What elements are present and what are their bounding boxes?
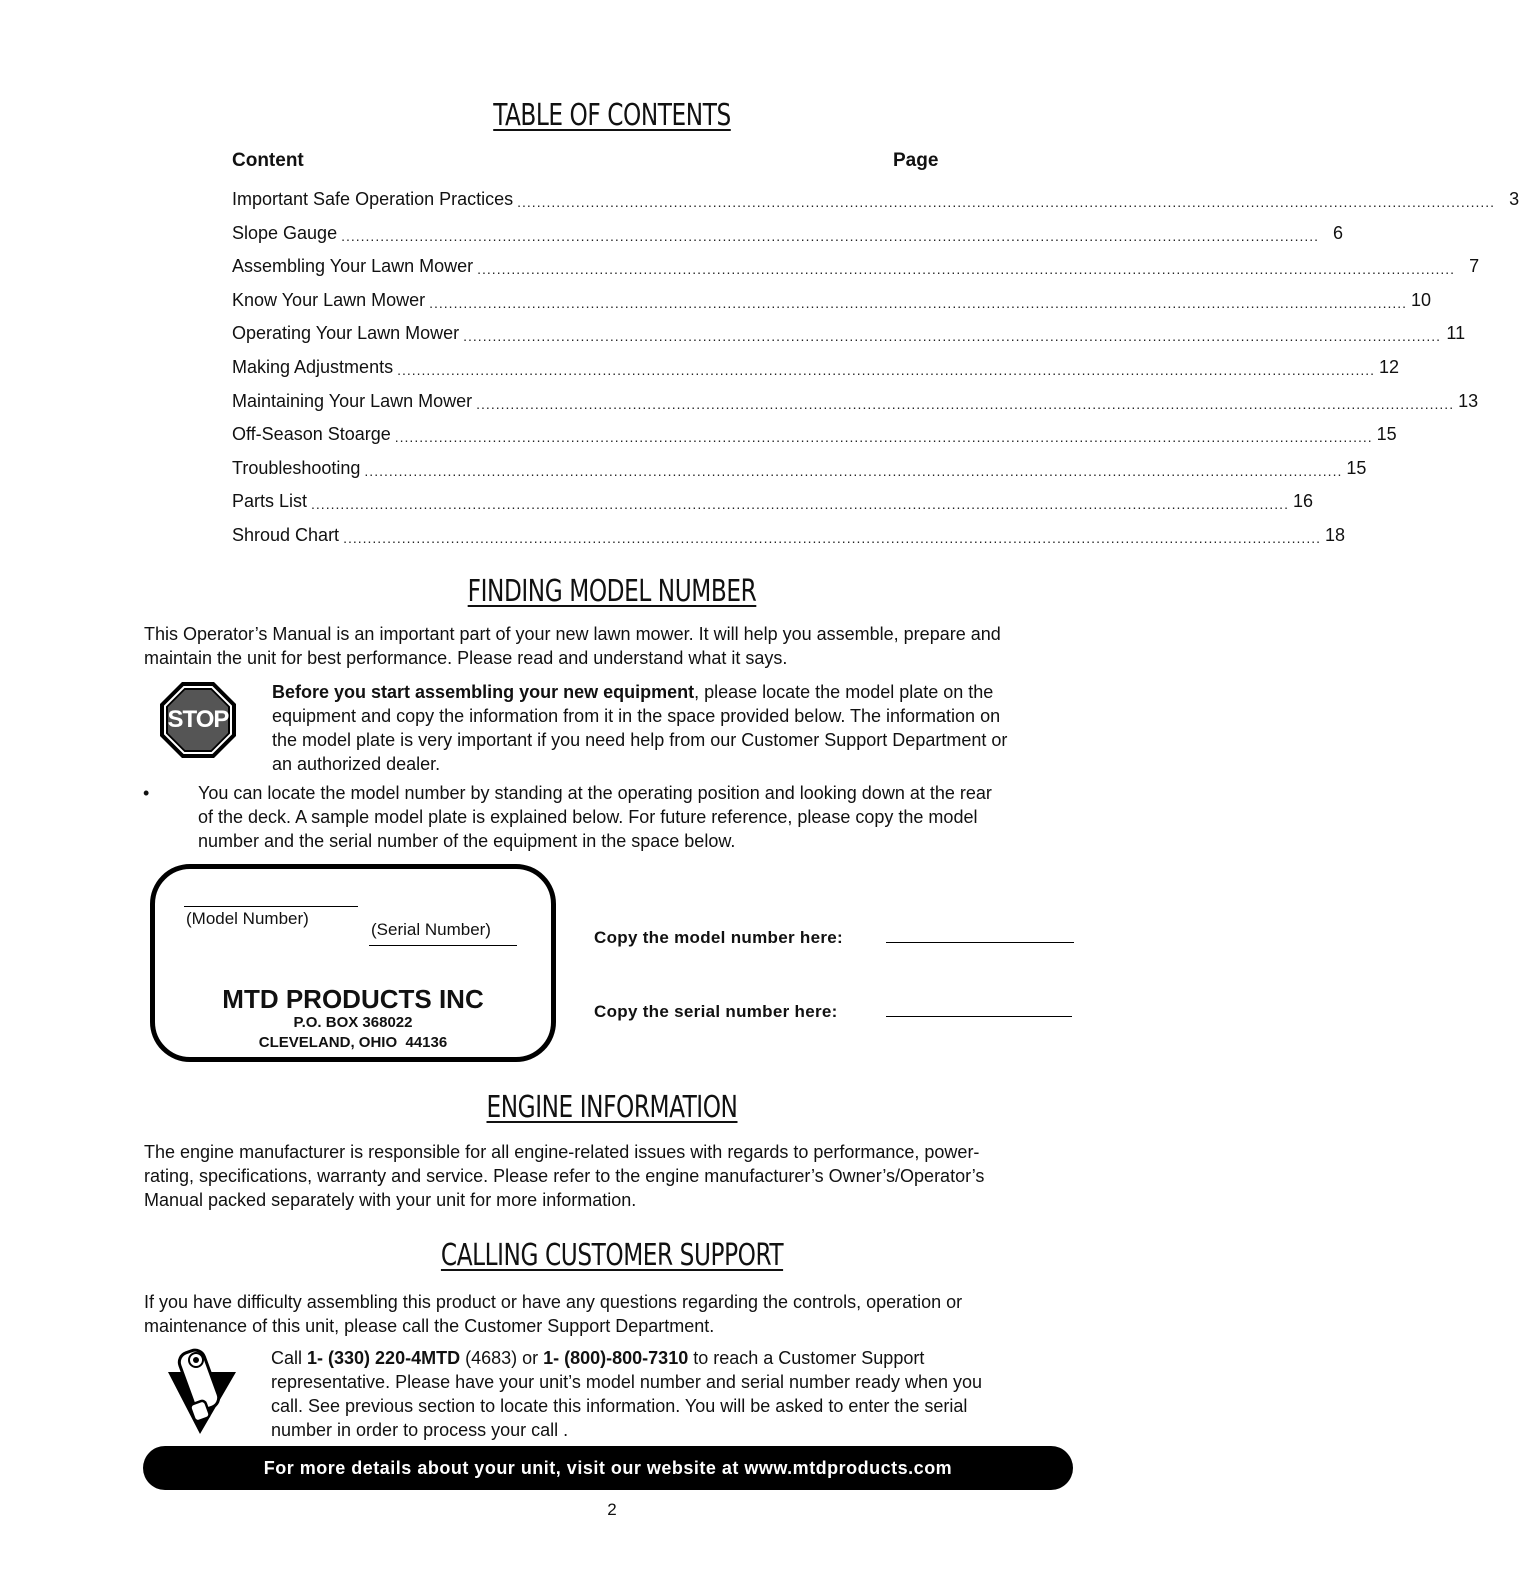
toc-row-page: 10 — [1411, 289, 1432, 310]
toc-row[interactable] — [232, 516, 1345, 546]
toc-row-page: 13 — [1458, 390, 1479, 411]
toc-row[interactable] — [232, 314, 1466, 345]
engine-line-1: The engine manufacturer is responsible for all engine-related issues with regards to performance, power- — [144, 1142, 980, 1162]
toc-content-header: Content — [232, 150, 304, 171]
call-mid-text: (4683) or — [460, 1348, 544, 1368]
toc-row[interactable] — [232, 382, 1479, 412]
toc-row-label: Troubleshooting — [232, 457, 361, 478]
bullet-line-1: You can locate the model number by standing at the operating position and looking down at the rear — [198, 783, 992, 803]
toc-row[interactable] — [232, 247, 1480, 278]
website-banner[interactable]: For more details about your unit, visit our website at www.mtdproducts.com — [143, 1446, 1073, 1490]
finding-intro-line-1: This Operator’s Manual is an important part of your new lawn mower. It will help you assemble, prepare and — [144, 624, 1001, 644]
toc-row-label: Assembling Your Lawn Mower — [232, 256, 474, 277]
toc-row-page: 7 — [1469, 256, 1480, 277]
engine-line-3: Manual packed separately with your unit for more information. — [144, 1190, 637, 1210]
toc-row-page: 15 — [1376, 424, 1397, 445]
telephone-icon — [166, 1346, 238, 1436]
engine-title: ENGINE INFORMATION — [486, 1090, 738, 1125]
toc-leader-dots: ........................................................................................................................................................................................................ — [429, 294, 1408, 311]
call-post-text: to reach a Customer Support — [688, 1348, 925, 1368]
plate-po-box: P.O. BOX 368022 — [293, 1014, 413, 1031]
toc-leader-dots: ........................................................................................................................................................................................................ — [476, 395, 1455, 412]
finding-title: FINDING MODEL NUMBER — [467, 574, 757, 609]
stop-bold-text: Before you start assembling your new equipment — [272, 682, 695, 702]
page-number: 2 — [607, 1500, 617, 1519]
copy-model-field[interactable] — [886, 942, 1074, 943]
copy-serial-label: Copy the serial number here: — [594, 1002, 838, 1021]
stop-line-2: equipment and copy the information from it in the space provided below. The information on — [272, 706, 1001, 726]
toc-row[interactable] — [232, 449, 1367, 479]
toc-leader-dots: ........................................................................................................................................................................................................ — [364, 462, 1343, 479]
toc-row-label: Off-Season Stoarge — [232, 424, 391, 445]
plate-company: MTD PRODUCTS INC — [222, 984, 484, 1014]
support-title: CALLING CUSTOMER SUPPORT — [440, 1238, 784, 1273]
stop-line-4: an authorized dealer. — [272, 754, 441, 774]
toc-row-label: Making Adjustments — [232, 357, 394, 377]
toc-leader-dots: ........................................................................................................................................................................................................ — [343, 530, 1321, 546]
toc-leader-dots: ........................................................................................................................................................................................................ — [517, 194, 1496, 210]
call-pre-text: Call — [271, 1348, 308, 1368]
toc-title: TABLE OF CONTENTS — [493, 98, 731, 133]
toc-row-label: Shroud Chart — [232, 525, 340, 545]
finding-intro-line-2: maintain the unit for best performance. Please read and understand what it says. — [144, 648, 788, 668]
toc-row-label: Slope Gauge — [232, 222, 338, 243]
toc-row[interactable] — [232, 281, 1432, 311]
model-plate — [150, 864, 556, 1062]
copy-model-label: Copy the model number here: — [594, 928, 843, 947]
toc-page-header: Page — [893, 150, 939, 171]
stop-sign-label: STOP — [167, 706, 229, 733]
phone-number-2[interactable]: 1- (800)-800-7310 — [543, 1348, 689, 1368]
bullet-line-2: of the deck. A sample model plate is explained below. For future reference, please copy the model — [198, 807, 978, 827]
stop-line-1 — [272, 680, 993, 704]
toc-row-label: Parts List — [232, 491, 308, 512]
plate-city: CLEVELAND, OHIO 44136 — [258, 1034, 448, 1051]
toc-row-page: 11 — [1446, 323, 1466, 344]
toc-row[interactable] — [232, 415, 1397, 446]
toc-row-page: 12 — [1378, 357, 1400, 377]
toc-row[interactable] — [232, 214, 1344, 244]
stop-sign-icon — [158, 680, 238, 760]
toc-leader-dots: ........................................................................................................................................................................................................ — [463, 328, 1442, 345]
toc-row-label: Operating Your Lawn Mower — [232, 323, 460, 344]
toc-leader-dots: ........................................................................................................................................................................................................ — [394, 429, 1373, 446]
toc-row-label: Know Your Lawn Mower — [232, 289, 426, 310]
toc-row-label: Maintaining Your Lawn Mower — [232, 390, 473, 411]
serial-number-line — [369, 945, 517, 946]
support-line-2: maintenance of this unit, please call the Customer Support Department. — [144, 1316, 715, 1336]
bullet-marker: • — [143, 783, 150, 803]
serial-number-label: (Serial Number) — [371, 920, 491, 939]
model-number-label: (Model Number) — [186, 909, 309, 928]
stop-line-3: the model plate is very important if you need help from our Customer Support Department or — [272, 730, 1008, 750]
call-line-2: representative. Please have your unit’s model number and serial number ready when you — [271, 1372, 983, 1392]
toc-row-page: 6 — [1333, 222, 1344, 243]
copy-serial-field[interactable] — [886, 1016, 1072, 1017]
call-line-3: call. See previous section to locate this information. You will be asked to enter the serial — [271, 1396, 968, 1416]
toc-row[interactable] — [232, 348, 1400, 378]
toc-leader-dots: ........................................................................................................................................................................................................ — [341, 227, 1320, 244]
toc-leader-dots: ........................................................................................................................................................................................................ — [397, 362, 1376, 378]
toc-row[interactable] — [232, 482, 1313, 513]
toc-row-page: 3 — [1509, 189, 1519, 209]
phone-number-1[interactable]: 1- (330) 220-4MTD — [307, 1348, 461, 1368]
call-line-4: number in order to process your call . — [271, 1420, 569, 1440]
support-line-1: If you have difficulty assembling this product or have any questions regarding the controls, operation or — [144, 1292, 963, 1312]
engine-line-2: rating, specifications, warranty and service. Please refer to the engine manufacturer’s Owner’s/Operator’s — [144, 1166, 985, 1186]
toc-row-page: 15 — [1346, 457, 1367, 478]
toc-row[interactable] — [232, 180, 1519, 210]
call-line-1 — [271, 1346, 924, 1370]
model-number-line — [184, 906, 358, 907]
toc-leader-dots: ........................................................................................................................................................................................................ — [477, 261, 1456, 278]
toc-row-page: 16 — [1292, 491, 1313, 512]
toc-row-label: Important Safe Operation Practices — [232, 189, 514, 209]
bullet-line-3: number and the serial number of the equipment in the space below. — [198, 831, 736, 851]
stop-text-1: , please locate the model plate on the — [694, 682, 994, 702]
toc-row-page: 18 — [1324, 525, 1345, 545]
toc-leader-dots: ........................................................................................................................................................................................................ — [311, 496, 1289, 513]
